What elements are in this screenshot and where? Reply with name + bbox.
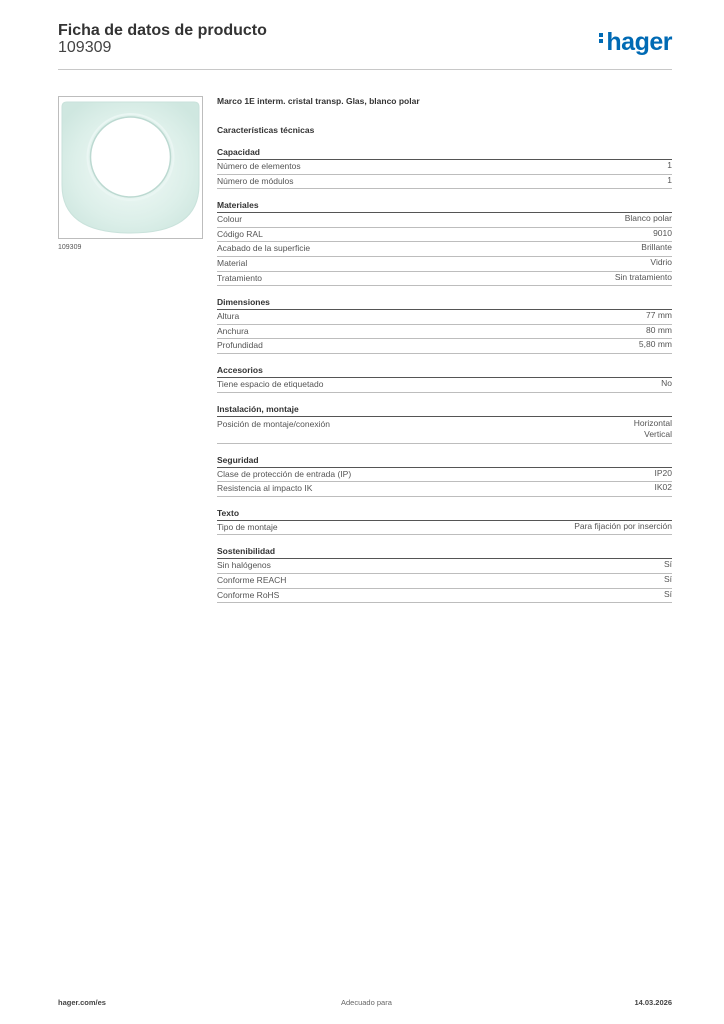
spec-label: Profundidad [217,340,263,351]
spec-group-title: Materiales [217,199,672,213]
spec-label: Tipo de montaje [217,521,278,532]
spec-group-title: Sostenibilidad [217,545,672,559]
spec-value [615,272,672,286]
product-title: Marco 1E interm. cristal transp. Glas, blanco polar [217,96,420,106]
spec-group [217,146,672,189]
spec-label: Número de elementos [217,161,301,171]
hager-logo [599,28,672,57]
spec-row [217,213,672,228]
spec-group-title: Dimensiones [217,296,672,310]
spec-row [217,589,672,604]
document-title: Ficha de datos de producto [58,22,267,39]
spec-row [217,378,672,393]
spec-value-line: No [661,377,672,388]
spec-group [217,545,672,603]
spec-row [217,339,672,354]
spec-group [217,507,672,536]
spec-value-line: 1 [667,174,672,185]
spec-label: Código RAL [217,228,263,239]
spec-value-line: Blanco polar [624,213,672,224]
spec-group [217,454,672,497]
spec-value-line: Vertical [644,429,672,440]
spec-value-line: Brillante [641,242,672,253]
spec-group [217,364,672,393]
spec-value-line: Horizontal [633,417,672,428]
spec-value [625,213,672,227]
spec-groups [217,146,672,603]
logo-dots-icon [599,33,603,45]
spec-row [217,482,672,497]
spec-value [641,242,672,256]
spec-row [217,160,672,175]
spec-value-line: Sí [663,588,672,599]
spec-value [667,175,672,189]
spec-group-title: Texto [217,507,672,521]
spec-group-title: Accesorios [217,364,672,378]
spec-value-line: 9010 [653,227,672,238]
spec-row [217,272,672,287]
spec-value [646,325,672,339]
spec-value-line: 80 mm [646,324,672,335]
spec-row [217,521,672,536]
spec-value-line: Sí [663,559,672,570]
spec-value [655,482,673,496]
spec-value [653,228,672,242]
footer-date: 14.03.2026 [634,998,672,1007]
spec-value [664,574,672,588]
spec-value [650,257,672,271]
spec-value [664,559,672,573]
product-details [217,92,672,603]
spec-group [217,199,672,286]
spec-label: Tratamiento [217,272,263,283]
section-heading: Características técnicas [217,125,315,135]
spec-label: Anchura [217,325,249,336]
spec-value-line: 77 mm [646,310,672,321]
spec-value [639,339,672,353]
spec-row [217,559,672,574]
spec-value [667,160,672,174]
spec-row [217,574,672,589]
spec-value [661,378,672,392]
spec-label: Posición de montaje/conexión [217,418,330,429]
spec-row [217,325,672,340]
spec-label: Sin halógenos [217,560,271,571]
spec-value-line: Sí [663,573,672,584]
footer-website-link[interactable]: hager.com/es [58,998,106,1007]
footer-suitable-for: Adecuado para [341,998,392,1007]
spec-label: Conforme RoHS [217,589,280,600]
spec-group-title: Instalación, montaje [217,403,672,417]
spec-label: Material [217,257,248,268]
spec-row [217,257,672,272]
spec-row [217,468,672,483]
spec-group [217,403,672,444]
spec-label: Altura [217,311,240,322]
product-image [58,96,203,239]
page-header [58,20,672,70]
spec-value-line: IP20 [654,467,672,478]
spec-value [646,310,672,324]
spec-label: Tiene espacio de etiquetado [217,378,324,389]
spec-label: Resistencia al impacto IK [217,483,313,494]
spec-value-line: Sin tratamiento [614,271,672,282]
spec-label: Clase de protección de entrada (IP) [217,468,352,479]
spec-value-line: Para fijación por inserción [574,520,672,531]
spec-label: Conforme REACH [217,574,287,585]
spec-group [217,296,672,354]
spec-label: Acabado de la superficie [217,243,311,254]
spec-row [217,242,672,257]
spec-value [574,521,672,535]
spec-row [217,310,672,325]
spec-value-line: Vidrio [650,256,672,267]
spec-row [217,228,672,243]
logo-text: hager [606,28,672,56]
spec-value-line: IK02 [654,482,672,493]
spec-row [217,175,672,190]
spec-value [664,589,672,603]
spec-value-line: 5,80 mm [638,339,672,350]
spec-value-line: 1 [667,160,672,170]
spec-group-title: Capacidad [217,146,672,160]
spec-value [634,418,672,441]
spec-label: Colour [217,214,243,225]
product-code: 109309 [58,39,112,56]
glass-frame-icon [59,97,202,238]
spec-row [217,417,672,444]
spec-value [655,468,673,482]
image-caption: 109309 [58,244,82,251]
spec-group-title: Seguridad [217,454,672,468]
spec-label: Número de módulos [217,175,294,186]
